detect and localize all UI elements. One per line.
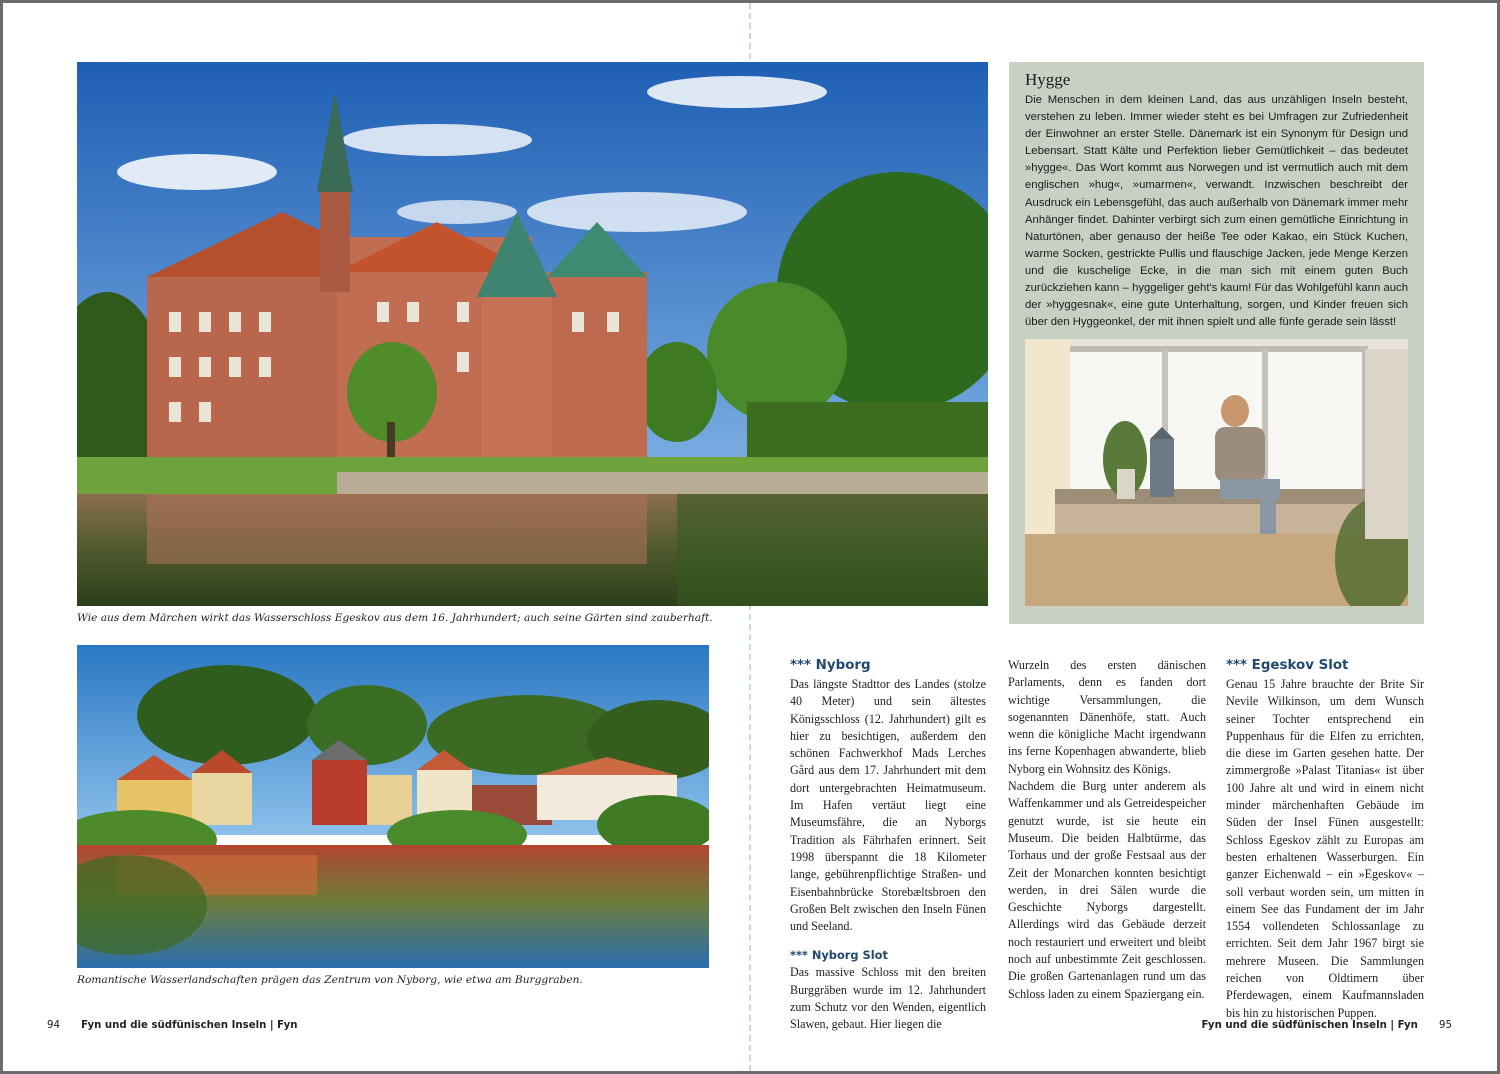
running-head-right: Fyn und die südfünischen Inseln | Fyn [1201,1020,1418,1031]
article-column-3 [1226,656,1424,1022]
folio-right [1202,1020,1452,1031]
article-column-1 [790,656,986,1034]
egeskov-caption: Wie aus dem Märchen wirkt das Wasserschloss Egeskov aus dem 16. Jahrhundert; auch seine Gärten sind zauberhaft. [77,612,713,624]
page-number-right: 95 [1439,1020,1452,1031]
running-head-left: Fyn und die südfünischen Inseln | Fyn [81,1020,298,1031]
nyborg-slot-text-a: Das massive Schloss mit den breiten Burggräben wurde im 12. Jahrhundert zum Schutz vor den Wenden, eigentlich Slawen, gebaut. Hier liegen die [790,965,986,1032]
article-column-2 [1008,657,1206,1003]
nyborg-caption: Romantische Wasserlandschaften prägen das Zentrum von Nyborg, wie etwa am Burggraben. [77,974,583,986]
egeskov-castle-photo [77,62,988,606]
hygge-title: Hygge [1025,70,1071,89]
heading-nyborg: *** Nyborg [790,658,871,673]
heading-nyborg-slot: *** Nyborg Slot [790,948,888,963]
heading-egeskov-slot: *** Egeskov Slot [1226,658,1349,673]
hygge-text: Die Menschen in dem kleinen Land, das aus unzähligen Inseln besteht, verstehen zu leben. Immer wieder steht es bei Umfragen zur Zufriedenheit der Einwohner an erster Stelle. Dänemark ist ein Synonym für Design und Lebensart. Statt Kälte und Perfektion lieber Gemütlichkeit – das bedeutet »hygge«. Das Wort kommt aus Norwegen und ist vermutlich auch mit dem englischen »hug«, »umarmen«, verwandt. Inzwischen beschreibt der Ausdruck ein Lebensgefühl, das auch außerhalb von Dänemark immer mehr Anhänger findet. Dahinter verbirgt sich zum einen gemütliche Einrichtung in Naturtönen, aber genauso der heiße Tee oder Kakao, ein Stück Kuchen, warme Socken, gestrickte Pullis und flauschige Jacken, jede Menge Kerzen und die kuschelige Ecke, in die man sich mit einem guten Buch zurückziehen kann – hyggeliger geht's kaum! Für das Wohlgefühl kann auch der »hyggesnak«, eine gute Unterhaltung, sorgen, und Kinder freuen sich über den Hyggeonkel, der mit ihnen spielt und alle fünfe gerade sein lässt! [1025,94,1408,329]
folio-left [47,1020,297,1031]
nyborg-text: Das längste Stadttor des Landes (stolze 40 Meter) und sein ältestes Königsschloss (12. Jahrhundert) gilt es hier zu besichtigen, außerdem den schönen Fachwerkhof Mads Lerches Gård aus dem 17. Jahrhundert mit dem dort untergebrachten Heimatmuseum. Im Hafen vertäut liegt eine Museumsfähre, die an Nyborgs Tradition als Fährhafen erinnert. Seit 1998 überspannt die 18 Kilometer lange, gebührenpflichtige Straßen- und Eisenbahnbrücke Storebæltsbroen den Großen Belt zwischen den Inseln Fünen und Seeland. [790,677,986,934]
nyborg-waterfront-photo [77,645,709,968]
page-number-left: 94 [47,1020,60,1031]
hygge-woman-reading-photo [1025,339,1408,606]
nyborg-slot-text-b: Wurzeln des ersten dänischen Parlaments, denn es fanden dort wichtige Versammlungen, die sogenannten Dänenhöfe, statt. Auch wenn die königliche Macht irgendwann ins ferne Kopenhagen abwanderte, blieb Nyborg ein Wohnsitz des Königs. [1008,658,1206,776]
nyborg-slot-text-c: Nachdem die Burg unter anderem als Waffenkammer und als Getreidespeicher genutzt wurde, ist sie heute ein Museum. Die beiden Halbtürme, das Torhaus und der große Festsaal aus der Zeit der Monarchen konnten besichtigt werden, in drei Sälen wurde die Geschichte Nyborgs dargestellt. Allerdings wird das Gebäude derzeit noch restauriert und erweitert und bleibt noch auf unbestimmte Zeit geschlossen. Die großen Gartenanlagen rund um das Schloss laden zu einem Spaziergang ein. [1008,779,1206,1001]
egeskov-text: Genau 15 Jahre brauchte der Brite Sir Nevile Wilkinson, um dem Wunsch seiner Tochter entsprechend ein Puppenhaus für die Elfen zu errichten, die diese im Garten gesehen hatte. Der zimmergroße »Palast Titanias« ist über 100 Jahre alt und wird in einem nicht minder märchenhaften Gebäude im Süden der Insel Fünen ausgestellt: Schloss Egeskov zählt zu Europas am besten erhaltenen Wasserburgen. Ein ganzer Eichenwald – ein »Egeskov« – soll verbaut worden sein, um mitten in einem See das Fundament der im Jahr 1554 vollendeten Schlossanlage zu errichten. Seit dem Jahr 1967 birgt sie mehrere Museen. Die Sammlungen reichen von Oldtimern über Pferdewagen, einem Kaufmannsladen bis hin zu historischen Puppen. [1226,677,1424,1020]
